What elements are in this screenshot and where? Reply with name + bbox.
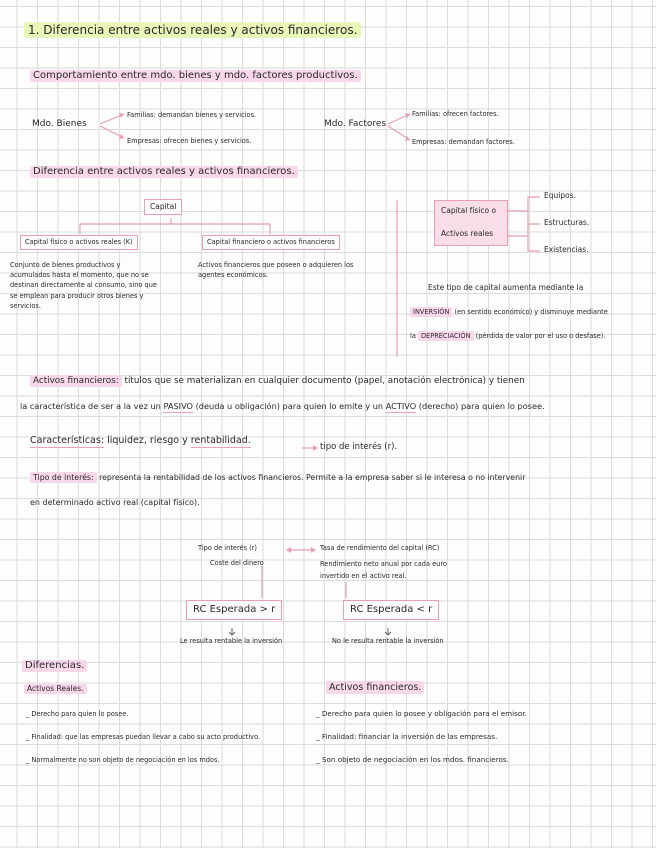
item-estructuras: Estructuras. bbox=[544, 218, 590, 227]
note-line3: la DEPRECIACIÓN (pérdida de valor por el uso o desfase). bbox=[410, 332, 606, 340]
item-existencias: Existencias. bbox=[544, 245, 589, 254]
item-equipos: Equipos. bbox=[544, 191, 576, 200]
capital-fisico-box: Capital físico o activos reales (K) bbox=[20, 235, 138, 250]
section1-heading: Comportamiento entre mdo. bienes y mdo. factores productivos. bbox=[30, 70, 361, 82]
caracteristicas-label: Características: bbox=[30, 435, 105, 446]
activos-reales-title: Activos Reales. bbox=[24, 684, 87, 694]
inversion-text: INVERSIÓN bbox=[410, 307, 452, 317]
activos-financieros-line1: Activos financieros: títulos que se materializan en cualquier documento (papel, anotación electrónica) y tienen bbox=[30, 377, 525, 386]
tipo-interes-target: tipo de interés (r). bbox=[320, 442, 398, 452]
activos-reales-box bbox=[434, 200, 508, 246]
right-brace bbox=[508, 197, 540, 251]
note-line1: Este tipo de capital aumenta mediante la bbox=[428, 283, 584, 292]
rentabilidad-text: rentabilidad. bbox=[190, 435, 251, 446]
reales-item-1: _ Derecho para quien lo posee. bbox=[26, 710, 129, 718]
tipo-interes-line1: Tipo de interés: representa la rentabilidad de los activos financieros. Permite a la empresa saber si le interesa o no intervenir bbox=[30, 474, 525, 482]
financieros-item-2: _ Finalidad: financiar la inversión de las empresas. bbox=[316, 732, 498, 741]
factores-familias: Familias: ofrecen factores. bbox=[412, 110, 499, 118]
financieros-item-1: _ Derecho para quien lo posee y obligación para el emisor. bbox=[316, 709, 527, 718]
diagram-tipo: Tipo de interés (r) bbox=[198, 544, 257, 552]
capital-tree-lines bbox=[80, 218, 270, 234]
pasivo-text: PASIVO bbox=[163, 401, 193, 411]
reales-item-2: _ Finalidad: que las empresas puedan llevar a cabo su acto productivo. bbox=[26, 733, 261, 741]
diagram-tasa-desc2: invertido en el activo real. bbox=[320, 572, 407, 580]
section2-heading: Diferencia entre activos reales y activos financieros. bbox=[30, 166, 298, 178]
gt-result: Le resulta rentable la inversión bbox=[180, 637, 283, 645]
activos-reales-box-line1: Capital físico o bbox=[441, 206, 497, 215]
mdo-factores-label: Mdo. Factores bbox=[324, 119, 387, 129]
activo-text: ACTIVO bbox=[385, 401, 417, 411]
lt-result: No le resulta rentable la inversión bbox=[332, 637, 444, 645]
activos-financieros-label: Activos financieros: bbox=[30, 375, 122, 387]
note-line2: INVERSIÓN (en sentido económico) y disminuye mediante bbox=[410, 309, 608, 316]
arrow-down-gt bbox=[229, 628, 235, 635]
page-title: 1. Diferencia entre activos reales y activos financieros. bbox=[24, 22, 361, 38]
diagram-tasa-desc1: Rendimiento neto anual por cada euro bbox=[320, 560, 447, 568]
diagram-tasa: Tasa de rendimiento del capital (RC) bbox=[320, 544, 440, 552]
depreciacion-text: DEPRECIACIÓN bbox=[418, 331, 474, 341]
diferencias-heading: Diferencias. bbox=[22, 660, 87, 672]
mdo-bienes-label: Mdo. Bienes bbox=[32, 119, 87, 129]
activos-financieros-title: Activos financieros. bbox=[326, 681, 424, 694]
diagram-coste: Coste del dinero bbox=[210, 559, 264, 567]
capital-financiero-box: Capital financiero o activos financieros bbox=[202, 235, 340, 250]
rc-gt-box: RC Esperada > r bbox=[186, 600, 282, 620]
bienes-familias: Familias: demandan bienes y servicios. bbox=[127, 111, 257, 119]
tipo-interes-label: Tipo de interés: bbox=[30, 472, 97, 483]
rc-lt-box: RC Esperada < r bbox=[343, 600, 439, 620]
financieros-item-3: _ Son objeto de negociación en los mdos. financieros. bbox=[316, 755, 509, 764]
reales-item-3: _ Normalmente no son objeto de negociación en los mdos. bbox=[26, 756, 220, 764]
activos-financieros-line2: la característica de ser a la vez un PASIVO (deuda u obligación) para quien lo emite y un ACTIVO (derecho) para quien lo posee. bbox=[20, 401, 545, 411]
tipo-interes-line2: en determinado activo real (capital físico). bbox=[30, 498, 200, 507]
activos-reales-box-line2: Activos reales bbox=[441, 229, 494, 238]
capital-fisico-desc: Conjunto de bienes productivos y acumulados hasta el momento, que no se destinan directamente al consumo, sino que se emplean para producir otros bienes y servicios. bbox=[10, 261, 157, 310]
bienes-empresas: Empresas: ofrecen bienes y servicios. bbox=[127, 137, 252, 145]
factores-empresas: Empresas: demandan factores. bbox=[412, 138, 515, 146]
arrow-down-lt bbox=[385, 628, 391, 635]
caracteristicas-line: Características: liquidez, riesgo y rentabilidad. bbox=[30, 435, 251, 446]
capital-financiero-desc: Activos financieros que poseen o adquieren los agentes económicos. bbox=[198, 261, 354, 280]
capital-box: Capital bbox=[144, 199, 182, 215]
